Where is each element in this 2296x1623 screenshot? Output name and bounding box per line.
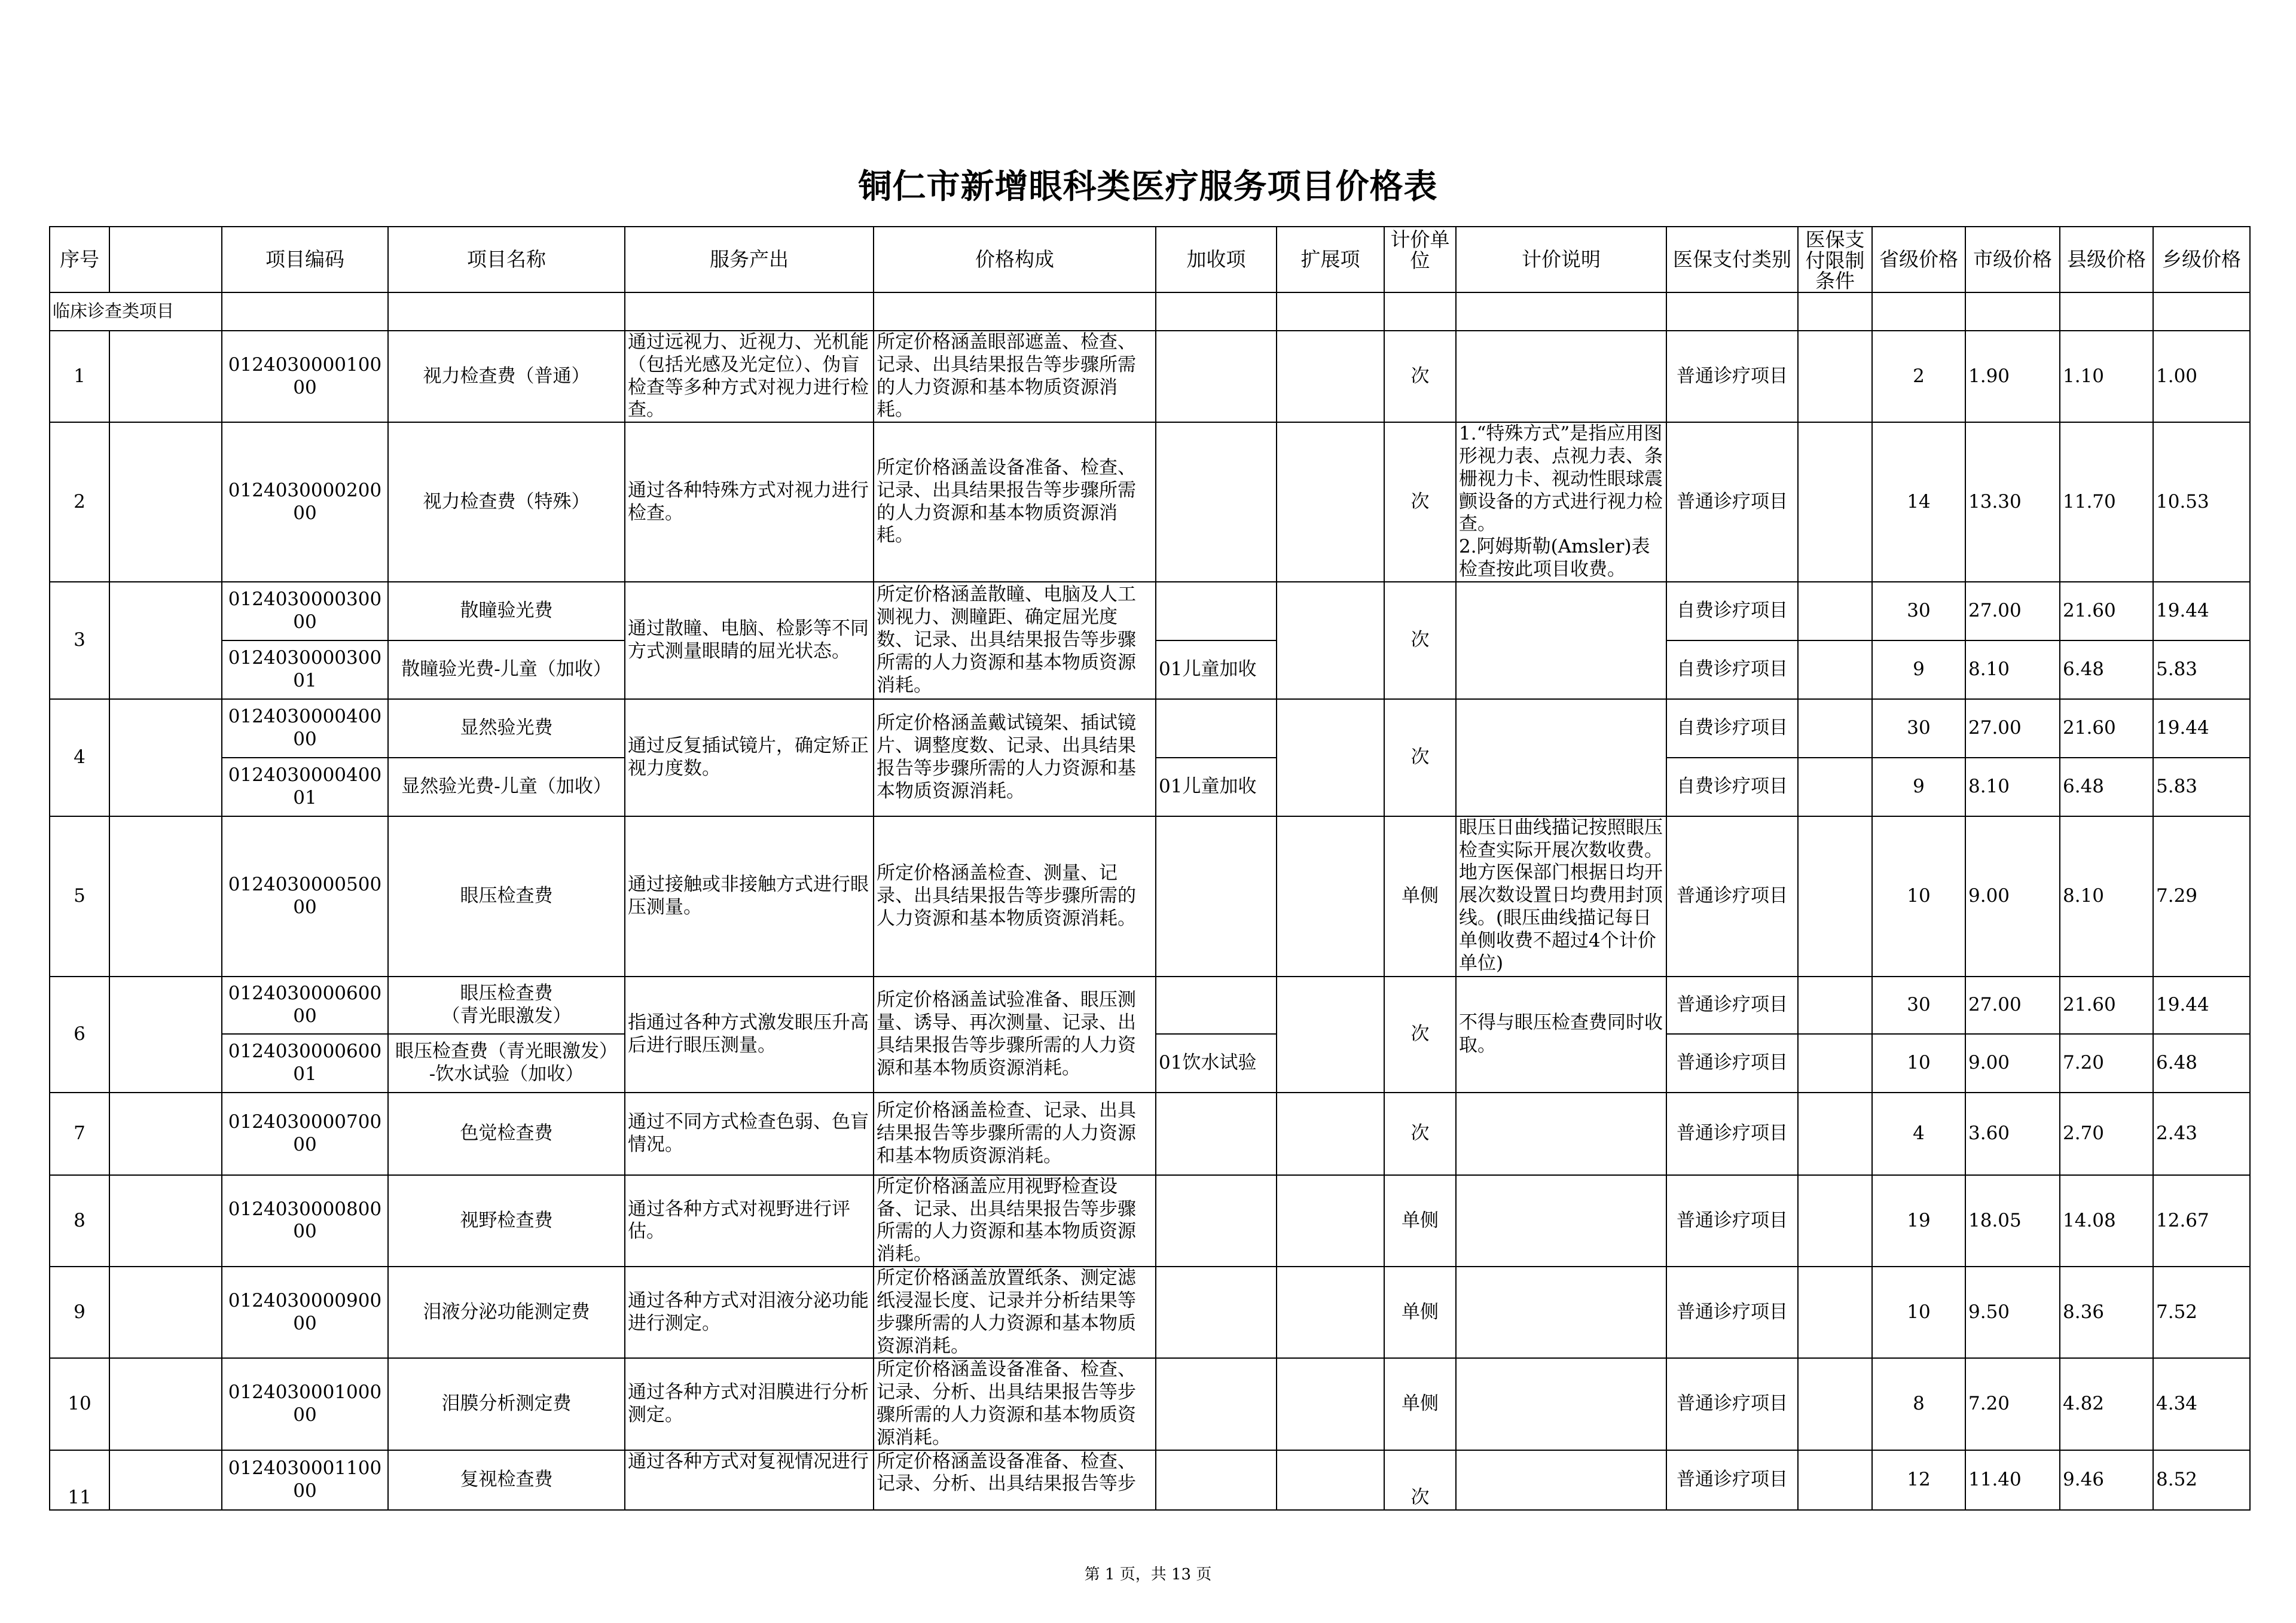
province-price-cell: 8 [1872, 1358, 1965, 1450]
note-cell [1456, 1175, 1666, 1267]
code-cell: 012403000100000 [222, 1358, 388, 1450]
extension-cell [1277, 1267, 1384, 1358]
code-cell: 012403000020000 [222, 422, 388, 582]
province-price-cell: 14 [1872, 422, 1965, 582]
table-cell [388, 292, 625, 331]
extension-cell [1277, 1175, 1384, 1267]
province-price-cell: 19 [1872, 1175, 1965, 1267]
table-cell [1798, 292, 1872, 331]
column-header: 项目编码 [222, 227, 388, 292]
note-cell [1456, 1358, 1666, 1450]
column-header: 加收项 [1156, 227, 1277, 292]
town-price-cell: 8.52 [2153, 1450, 2250, 1510]
province-price-cell: 12 [1872, 1450, 1965, 1510]
composition-cell: 所定价格涵盖设备准备、检查、记录、分析、出具结果报告等步骤所需的人力资源和基本物质资源消耗。 [874, 1358, 1156, 1450]
seq-cell: 3 [50, 582, 109, 699]
table-row [50, 977, 2250, 1034]
code-cell: 012403000080000 [222, 1175, 388, 1267]
surcharge-cell [1156, 1093, 1277, 1175]
seq-cell: 11 [50, 1450, 109, 1510]
city-price-cell: 7.20 [1965, 1358, 2060, 1450]
unit-cell: 次 [1384, 977, 1456, 1093]
column-header [109, 227, 222, 292]
seq-cell: 7 [50, 1093, 109, 1175]
limit-cell [1798, 1267, 1872, 1358]
column-header: 计价说明 [1456, 227, 1666, 292]
table-row [50, 699, 2250, 758]
note-cell: 不得与眼压检查费同时收取。 [1456, 977, 1666, 1093]
category-cell: 自费诊疗项目 [1666, 640, 1798, 699]
surcharge-cell [1156, 816, 1277, 977]
code-cell: 012403000040001 [222, 758, 388, 816]
surcharge-cell: 01儿童加收 [1156, 640, 1277, 699]
output-cell: 通过接触或非接触方式进行眼压测量。 [625, 816, 874, 977]
limit-cell [1798, 422, 1872, 582]
name-cell: 显然验光费 [388, 699, 625, 758]
city-price-cell: 9.00 [1965, 816, 2060, 977]
column-header: 扩展项 [1277, 227, 1384, 292]
output-cell: 通过各种方式对复视情况进行 [625, 1450, 874, 1510]
code-cell: 012403000040000 [222, 699, 388, 758]
unit-cell: 单侧 [1384, 1358, 1456, 1450]
unit-cell: 单侧 [1384, 816, 1456, 977]
seq-cell: 5 [50, 816, 109, 977]
limit-cell [1798, 699, 1872, 758]
city-price-cell: 9.00 [1965, 1034, 2060, 1093]
seq-cell: 6 [50, 977, 109, 1093]
category-cell: 普通诊疗项目 [1666, 1034, 1798, 1093]
unit-cell: 单侧 [1384, 1267, 1456, 1358]
town-price-cell: 19.44 [2153, 582, 2250, 640]
name-cell: 泪液分泌功能测定费 [388, 1267, 625, 1358]
code-cell: 012403000070000 [222, 1093, 388, 1175]
blank-cell [109, 582, 222, 699]
name-cell: 视野检查费 [388, 1175, 625, 1267]
category-cell: 普通诊疗项目 [1666, 977, 1798, 1034]
category-cell: 普通诊疗项目 [1666, 422, 1798, 582]
section-row [50, 292, 2250, 331]
table-header-row [50, 227, 2250, 292]
table-cell [1156, 292, 1277, 331]
extension-cell [1277, 1358, 1384, 1450]
county-price-cell: 4.82 [2060, 1358, 2153, 1450]
surcharge-cell [1156, 582, 1277, 640]
category-cell: 自费诊疗项目 [1666, 699, 1798, 758]
blank-cell [109, 699, 222, 816]
province-price-cell: 10 [1872, 816, 1965, 977]
province-price-cell: 30 [1872, 582, 1965, 640]
unit-cell: 次 [1384, 1450, 1456, 1510]
extension-cell [1277, 331, 1384, 422]
composition-cell: 所定价格涵盖戴试镜架、插试镜片、调整度数、记录、出具结果报告等步骤所需的人力资源和基本物质资源消耗。 [874, 699, 1156, 816]
page-footer: 第 1 页，共 13 页 [1084, 1566, 1212, 1584]
blank-cell [109, 422, 222, 582]
table-cell [1456, 292, 1666, 331]
limit-cell [1798, 758, 1872, 816]
surcharge-cell [1156, 977, 1277, 1034]
column-header: 项目名称 [388, 227, 625, 292]
column-header: 价格构成 [874, 227, 1156, 292]
table-cell [1965, 292, 2060, 331]
blank-cell [109, 977, 222, 1093]
seq-cell: 1 [50, 331, 109, 422]
county-price-cell: 11.70 [2060, 422, 2153, 582]
limit-cell [1798, 582, 1872, 640]
county-price-cell: 7.20 [2060, 1034, 2153, 1093]
category-cell: 普通诊疗项目 [1666, 331, 1798, 422]
seq-cell: 4 [50, 699, 109, 816]
city-price-cell: 18.05 [1965, 1175, 2060, 1267]
note-cell [1456, 582, 1666, 699]
extension-cell [1277, 582, 1384, 699]
note-cell [1456, 1267, 1666, 1358]
province-price-cell: 9 [1872, 640, 1965, 699]
limit-cell [1798, 1093, 1872, 1175]
blank-cell [109, 816, 222, 977]
note-cell [1456, 1093, 1666, 1175]
composition-cell: 所定价格涵盖放置纸条、测定滤纸浸湿长度、记录并分析结果等步骤所需的人力资源和基本物质资源消耗。 [874, 1267, 1156, 1358]
category-cell: 自费诊疗项目 [1666, 582, 1798, 640]
output-cell: 通过各种特殊方式对视力进行检查。 [625, 422, 874, 582]
county-price-cell: 1.10 [2060, 331, 2153, 422]
unit-cell: 次 [1384, 1093, 1456, 1175]
name-cell: 色觉检查费 [388, 1093, 625, 1175]
note-cell [1456, 331, 1666, 422]
city-price-cell: 27.00 [1965, 582, 2060, 640]
code-cell: 012403000030000 [222, 582, 388, 640]
composition-cell: 所定价格涵盖设备准备、检查、记录、出具结果报告等步骤所需的人力资源和基本物质资源消耗。 [874, 422, 1156, 582]
limit-cell [1798, 640, 1872, 699]
table-row [50, 816, 2250, 977]
county-price-cell: 9.46 [2060, 1450, 2153, 1510]
seq-cell: 2 [50, 422, 109, 582]
town-price-cell: 19.44 [2153, 977, 2250, 1034]
note-cell: 眼压日曲线描记按照眼压检查实际开展次数收费。地方医保部门根据日均开展次数设置日均费用封顶线。(眼压曲线描记每日单侧收费不超过4个计价单位) [1456, 816, 1666, 977]
surcharge-cell: 01饮水试验 [1156, 1034, 1277, 1093]
province-price-cell: 9 [1872, 758, 1965, 816]
town-price-cell: 7.29 [2153, 816, 2250, 977]
price-table [49, 226, 2251, 1511]
table-row [50, 1093, 2250, 1175]
surcharge-cell [1156, 422, 1277, 582]
name-cell: 显然验光费-儿童（加收） [388, 758, 625, 816]
surcharge-cell [1156, 331, 1277, 422]
table-row [50, 1175, 2250, 1267]
county-price-cell: 21.60 [2060, 699, 2153, 758]
town-price-cell: 10.53 [2153, 422, 2250, 582]
city-price-cell: 8.10 [1965, 758, 2060, 816]
category-cell: 普通诊疗项目 [1666, 1267, 1798, 1358]
county-price-cell: 6.48 [2060, 640, 2153, 699]
column-header: 省级价格 [1872, 227, 1965, 292]
blank-cell [109, 1450, 222, 1510]
category-cell: 自费诊疗项目 [1666, 758, 1798, 816]
table-cell [874, 292, 1156, 331]
town-price-cell: 19.44 [2153, 699, 2250, 758]
table-cell [1384, 292, 1456, 331]
surcharge-cell [1156, 1358, 1277, 1450]
city-price-cell: 1.90 [1965, 331, 2060, 422]
code-cell: 012403000030001 [222, 640, 388, 699]
note-cell: 1.“特殊方式”是指应用图形视力表、点视力表、条栅视力卡、视动性眼球震颤设备的方式进行视力检查。 2.阿姆斯勒(Amsler)表检查按此项目收费。 [1456, 422, 1666, 582]
category-cell: 普通诊疗项目 [1666, 1358, 1798, 1450]
table-cell [222, 292, 388, 331]
column-header: 序号 [50, 227, 109, 292]
table-row [50, 1450, 2250, 1510]
province-price-cell: 4 [1872, 1093, 1965, 1175]
table-cell [2060, 292, 2153, 331]
code-cell: 012403000010000 [222, 331, 388, 422]
composition-cell: 所定价格涵盖应用视野检查设备、记录、出具结果报告等步骤所需的人力资源和基本物质资源消耗。 [874, 1175, 1156, 1267]
extension-cell [1277, 1093, 1384, 1175]
category-cell: 普通诊疗项目 [1666, 1093, 1798, 1175]
unit-cell: 次 [1384, 331, 1456, 422]
category-cell: 普通诊疗项目 [1666, 816, 1798, 977]
table-row [50, 582, 2250, 640]
county-price-cell: 21.60 [2060, 582, 2153, 640]
county-price-cell: 8.10 [2060, 816, 2153, 977]
blank-cell [109, 1267, 222, 1358]
town-price-cell: 5.83 [2153, 640, 2250, 699]
name-cell: 眼压检查费 [388, 816, 625, 977]
city-price-cell: 27.00 [1965, 977, 2060, 1034]
composition-cell: 所定价格涵盖散瞳、电脑及人工测视力、测瞳距、确定屈光度数、记录、出具结果报告等步骤所需的人力资源和基本物质资源消耗。 [874, 582, 1156, 699]
county-price-cell: 6.48 [2060, 758, 2153, 816]
composition-cell: 所定价格涵盖试验准备、眼压测量、诱导、再次测量、记录、出具结果报告等步骤所需的人力资源和基本物质资源消耗。 [874, 977, 1156, 1093]
seq-cell: 9 [50, 1267, 109, 1358]
name-cell: 散瞳验光费-儿童（加收） [388, 640, 625, 699]
output-cell: 通过各种方式对泪膜进行分析测定。 [625, 1358, 874, 1450]
table-cell [1872, 292, 1965, 331]
limit-cell [1798, 1175, 1872, 1267]
table-row [50, 422, 2250, 582]
town-price-cell: 12.67 [2153, 1175, 2250, 1267]
limit-cell [1798, 977, 1872, 1034]
limit-cell [1798, 331, 1872, 422]
table-cell [2153, 292, 2250, 331]
unit-cell: 次 [1384, 422, 1456, 582]
seq-cell: 8 [50, 1175, 109, 1267]
page-title: 铜仁市新增眼科类医疗服务项目价格表 [858, 167, 1438, 206]
province-price-cell: 30 [1872, 977, 1965, 1034]
table-row [50, 331, 2250, 422]
output-cell: 通过远视力、近视力、光机能（包括光感及光定位）、伪盲检查等多种方式对视力进行检查。 [625, 331, 874, 422]
surcharge-cell [1156, 1450, 1277, 1510]
surcharge-cell [1156, 699, 1277, 758]
category-cell: 普通诊疗项目 [1666, 1175, 1798, 1267]
column-header: 医保支付限制条件 [1798, 227, 1872, 292]
town-price-cell: 4.34 [2153, 1358, 2250, 1450]
town-price-cell: 1.00 [2153, 331, 2250, 422]
name-cell: 眼压检查费（青光眼激发） -饮水试验（加收） [388, 1034, 625, 1093]
province-price-cell: 2 [1872, 331, 1965, 422]
seq-cell: 10 [50, 1358, 109, 1450]
code-cell: 012403000090000 [222, 1267, 388, 1358]
province-price-cell: 30 [1872, 699, 1965, 758]
blank-cell [109, 1358, 222, 1450]
limit-cell [1798, 1034, 1872, 1093]
town-price-cell: 2.43 [2153, 1093, 2250, 1175]
output-cell: 通过各种方式对视野进行评估。 [625, 1175, 874, 1267]
note-cell [1456, 699, 1666, 816]
county-price-cell: 14.08 [2060, 1175, 2153, 1267]
column-header: 服务产出 [625, 227, 874, 292]
blank-cell [109, 1093, 222, 1175]
name-cell: 视力检查费（普通） [388, 331, 625, 422]
limit-cell [1798, 1450, 1872, 1510]
name-cell: 复视检查费 [388, 1450, 625, 1510]
town-price-cell: 5.83 [2153, 758, 2250, 816]
extension-cell [1277, 422, 1384, 582]
county-price-cell: 8.36 [2060, 1267, 2153, 1358]
table-cell [625, 292, 874, 331]
unit-cell: 次 [1384, 582, 1456, 699]
province-price-cell: 10 [1872, 1034, 1965, 1093]
name-cell: 泪膜分析测定费 [388, 1358, 625, 1450]
county-price-cell: 2.70 [2060, 1093, 2153, 1175]
extension-cell [1277, 699, 1384, 816]
city-price-cell: 27.00 [1965, 699, 2060, 758]
column-header: 市级价格 [1965, 227, 2060, 292]
name-cell: 眼压检查费 （青光眼激发） [388, 977, 625, 1034]
city-price-cell: 3.60 [1965, 1093, 2060, 1175]
code-cell: 012403000110000 [222, 1450, 388, 1510]
output-cell: 通过散瞳、电脑、检影等不同方式测量眼睛的屈光状态。 [625, 582, 874, 699]
unit-cell: 单侧 [1384, 1175, 1456, 1267]
surcharge-cell: 01儿童加收 [1156, 758, 1277, 816]
town-price-cell: 6.48 [2153, 1034, 2250, 1093]
limit-cell [1798, 1358, 1872, 1450]
section-label: 临床诊查类项目 [50, 292, 222, 331]
code-cell: 012403000050000 [222, 816, 388, 977]
city-price-cell: 11.40 [1965, 1450, 2060, 1510]
output-cell: 通过各种方式对泪液分泌功能进行测定。 [625, 1267, 874, 1358]
code-cell: 012403000060001 [222, 1034, 388, 1093]
composition-cell: 所定价格涵盖设备准备、检查、记录、分析、出具结果报告等步 [874, 1450, 1156, 1510]
table-row [50, 1358, 2250, 1450]
limit-cell [1798, 816, 1872, 977]
note-cell [1456, 1450, 1666, 1510]
city-price-cell: 9.50 [1965, 1267, 2060, 1358]
name-cell: 散瞳验光费 [388, 582, 625, 640]
extension-cell [1277, 816, 1384, 977]
table-row [50, 1267, 2250, 1358]
blank-cell [109, 1175, 222, 1267]
output-cell: 指通过各种方式激发眼压升高后进行眼压测量。 [625, 977, 874, 1093]
column-header: 县级价格 [2060, 227, 2153, 292]
column-header: 乡级价格 [2153, 227, 2250, 292]
name-cell: 视力检查费（特殊） [388, 422, 625, 582]
table-cell [1277, 292, 1384, 331]
province-price-cell: 10 [1872, 1267, 1965, 1358]
column-header: 医保支付类别 [1666, 227, 1798, 292]
surcharge-cell [1156, 1175, 1277, 1267]
extension-cell [1277, 977, 1384, 1093]
unit-cell: 次 [1384, 699, 1456, 816]
code-cell: 012403000060000 [222, 977, 388, 1034]
city-price-cell: 13.30 [1965, 422, 2060, 582]
column-header: 计价单位 [1384, 227, 1456, 292]
blank-cell [109, 331, 222, 422]
town-price-cell: 7.52 [2153, 1267, 2250, 1358]
city-price-cell: 8.10 [1965, 640, 2060, 699]
output-cell: 通过不同方式检查色弱、色盲情况。 [625, 1093, 874, 1175]
composition-cell: 所定价格涵盖眼部遮盖、检查、记录、出具结果报告等步骤所需的人力资源和基本物质资源消耗。 [874, 331, 1156, 422]
table-cell [1666, 292, 1798, 331]
category-cell: 普通诊疗项目 [1666, 1450, 1798, 1510]
composition-cell: 所定价格涵盖检查、测量、记录、出具结果报告等步骤所需的人力资源和基本物质资源消耗。 [874, 816, 1156, 977]
county-price-cell: 21.60 [2060, 977, 2153, 1034]
extension-cell [1277, 1450, 1384, 1510]
surcharge-cell [1156, 1267, 1277, 1358]
composition-cell: 所定价格涵盖检查、记录、出具结果报告等步骤所需的人力资源和基本物质资源消耗。 [874, 1093, 1156, 1175]
output-cell: 通过反复插试镜片，确定矫正视力度数。 [625, 699, 874, 816]
